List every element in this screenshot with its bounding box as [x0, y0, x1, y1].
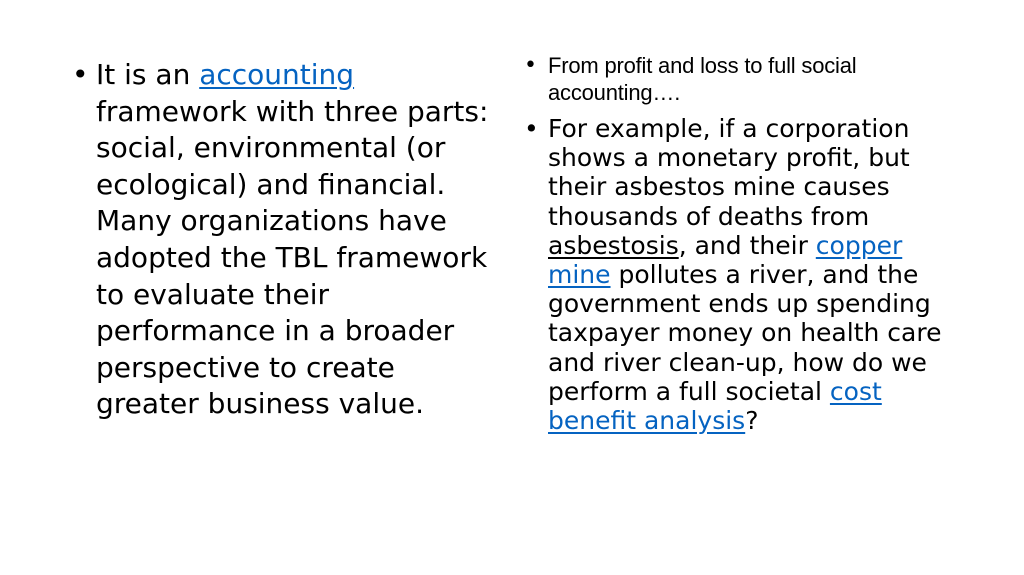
- copper-mine-link[interactable]: copper mine: [548, 230, 903, 290]
- left-column: [72, 57, 502, 423]
- example-text-part-4: ?: [745, 406, 759, 436]
- example-bullet: [524, 114, 954, 435]
- accounting-link[interactable]: accounting: [199, 58, 355, 91]
- social-accounting-bullet: [524, 52, 954, 106]
- example-text-part-1: For example, if a corporation shows a monetary profit, but their asbestos mine causes thousands of deaths from: [548, 114, 910, 231]
- tbl-definition-bullet: [72, 57, 502, 423]
- social-accounting-text: From profit and loss to full social accounting….: [548, 53, 857, 105]
- bullet-body-text: framework with three parts: social, environmental (or ecological) and financial. Many organizations have adopted the TBL framework to evaluate their performance in a broader perspective to create greater business value.: [96, 94, 489, 421]
- cost-benefit-analysis-link[interactable]: cost benefit analysis: [548, 376, 882, 436]
- example-text-part-3: pollutes a river, and the government ends up spending taxpayer money on health care and river clean-up, how do we perform a full societal: [548, 260, 942, 406]
- example-text-part-2: , and their: [678, 230, 816, 260]
- right-column: [524, 52, 954, 435]
- bullet-prefix-text: It is an: [96, 58, 200, 91]
- asbestosis-term: asbestosis: [548, 230, 679, 260]
